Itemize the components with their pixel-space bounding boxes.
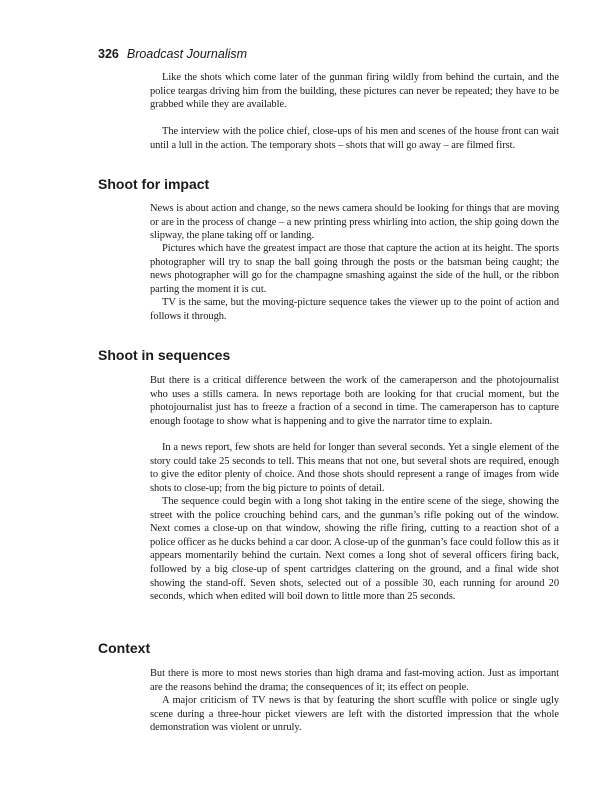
impact-paragraph-3: TV is the same, but the moving-picture sequence takes the viewer up to the point of action and follows it through.: [150, 297, 559, 322]
intro-paragraph-1: Like the shots which come later of the gunman firing wildly from behind the curtain, and the police teargas driving him from the building, these pictures can never be repeated; they have to be grabbed while they are available.: [150, 72, 559, 111]
section-heading-shoot-in-sequences: Shoot in sequences: [98, 347, 231, 363]
impact-paragraph-2: Pictures which have the greatest impact are those that capture the action at its height. The sports photographer will try to snap the ball going through the posts or the batsman being caught; the news photographer will go for the champagne smashing against the side of the hull, or the ribbon parting the moment it is cut.: [150, 243, 559, 295]
section-heading-context: Context: [98, 640, 151, 656]
running-head: [98, 47, 247, 61]
sequences-paragraph-2: In a news report, few shots are held for longer than several seconds. Yet a single element of the story could take 25 seconds to tell. This means that not one, but several shots are required, enough to give the editor plenty of choice. And those shots should represent a range of images from wide shots to close-up; from the big picture to points of detail.: [150, 442, 559, 494]
sequences-paragraph-3: The sequence could begin with a long shot taking in the entire scene of the siege, showing the street with the police crouching behind cars, and the gunman’s rifle poking out of the window. Next comes a close-up on that window, showing the rifle firing, cutting to a reaction shot of a police officer as he ducks behind a car door. A close-up of the gunman’s face could follow this as it appears momentarily behind the curtain. Next comes a long shot of several officers firing back, followed by a big close-up of spent cartridges clattering on the ground, and a final wide shot showing the stand-off. Seven shots, selected out of a possible 30, each running for around 20 seconds, which when edited will boil down to little more than 25 seconds.: [150, 496, 559, 603]
running-title: Broadcast Journalism: [126, 47, 248, 61]
impact-paragraph-1: News is about action and change, so the news camera should be looking for things that are moving or are in the process of change – a new printing press whirling into action, the ship going down the slipway, the plane taking off or landing.: [150, 203, 559, 242]
intro-paragraph-2: The interview with the police chief, close-ups of his men and scenes of the house front can wait until a lull in the action. The temporary shots – shots that will go away – are filmed first.: [150, 126, 559, 151]
context-paragraph-1: But there is more to most news stories than high drama and fast-moving action. Just as important are the reasons behind the drama; the consequences of it; its effect on people.: [150, 668, 559, 693]
context-paragraph-2: A major criticism of TV news is that by featuring the short scuffle with police or single ugly scene during a three-hour picket viewers are left with the distorted impression that the whole demonstration was violent or unruly.: [150, 695, 559, 734]
page-number: 326: [98, 47, 119, 61]
section-heading-shoot-for-impact: Shoot for impact: [98, 176, 210, 192]
sequences-paragraph-1: But there is a critical difference between the work of the cameraperson and the photojournalist who uses a stills camera. In news reportage both are looking for that crucial moment, but the photojournalist just has to freeze a fraction of a second in time. The cameraperson has to capture enough footage to show what is happening and to give the narrator time to explain.: [150, 375, 559, 427]
